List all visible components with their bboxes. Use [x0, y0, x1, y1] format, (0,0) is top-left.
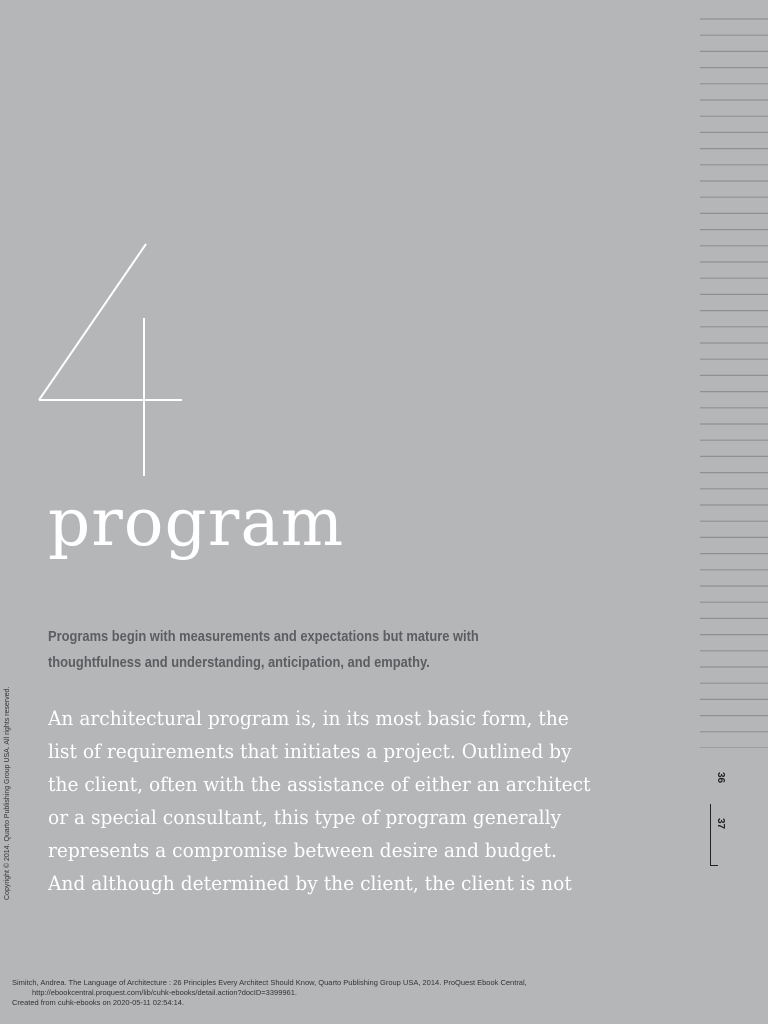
page-number-divider-foot: [710, 865, 718, 866]
body-line: And although determined by the client, the client is not: [48, 871, 572, 895]
page-number-right: 37: [715, 818, 726, 830]
body-line: or a special consultant, this type of program generally: [48, 805, 562, 829]
citation-line: Simitch, Andrea. The Language of Architecture : 26 Principles Every Architect Should Know, Quarto Publishing Group USA, 2014. ProQuest Ebook Central,: [12, 978, 527, 987]
copyright-notice: Copyright © 2014. Quarto Publishing Group USA. All rights reserved.: [4, 686, 11, 900]
body-line: An architectural program is, in its most basic form, the: [48, 706, 569, 730]
chapter-lede: Programs begin with measurements and expectations but mature with thoughtfulness and understanding, anticipation, and empathy.: [48, 628, 479, 671]
body-line: the client, often with the assistance of either an architect: [48, 772, 591, 796]
chapter-numeral-4: [30, 236, 200, 486]
citation-url: http://ebookcentral.proquest.com/lib/cuhk-ebooks/detail.action?docID=3399961.: [32, 988, 297, 997]
page-number-left: 36: [715, 772, 726, 784]
page-numbers: [704, 768, 744, 868]
citation-footer: [12, 978, 527, 1008]
body-line: list of requirements that initiates a project. Outlined by: [48, 739, 572, 763]
chapter-title: program: [48, 484, 345, 561]
decorative-ruler-lines: [700, 18, 768, 748]
citation-line: Created from cuhk-ebooks on 2020-05-11 02:54:14.: [12, 998, 185, 1007]
page-number-divider: [710, 804, 711, 866]
body-paragraph: [48, 702, 591, 900]
body-line: represents a compromise between desire and budget.: [48, 838, 557, 862]
